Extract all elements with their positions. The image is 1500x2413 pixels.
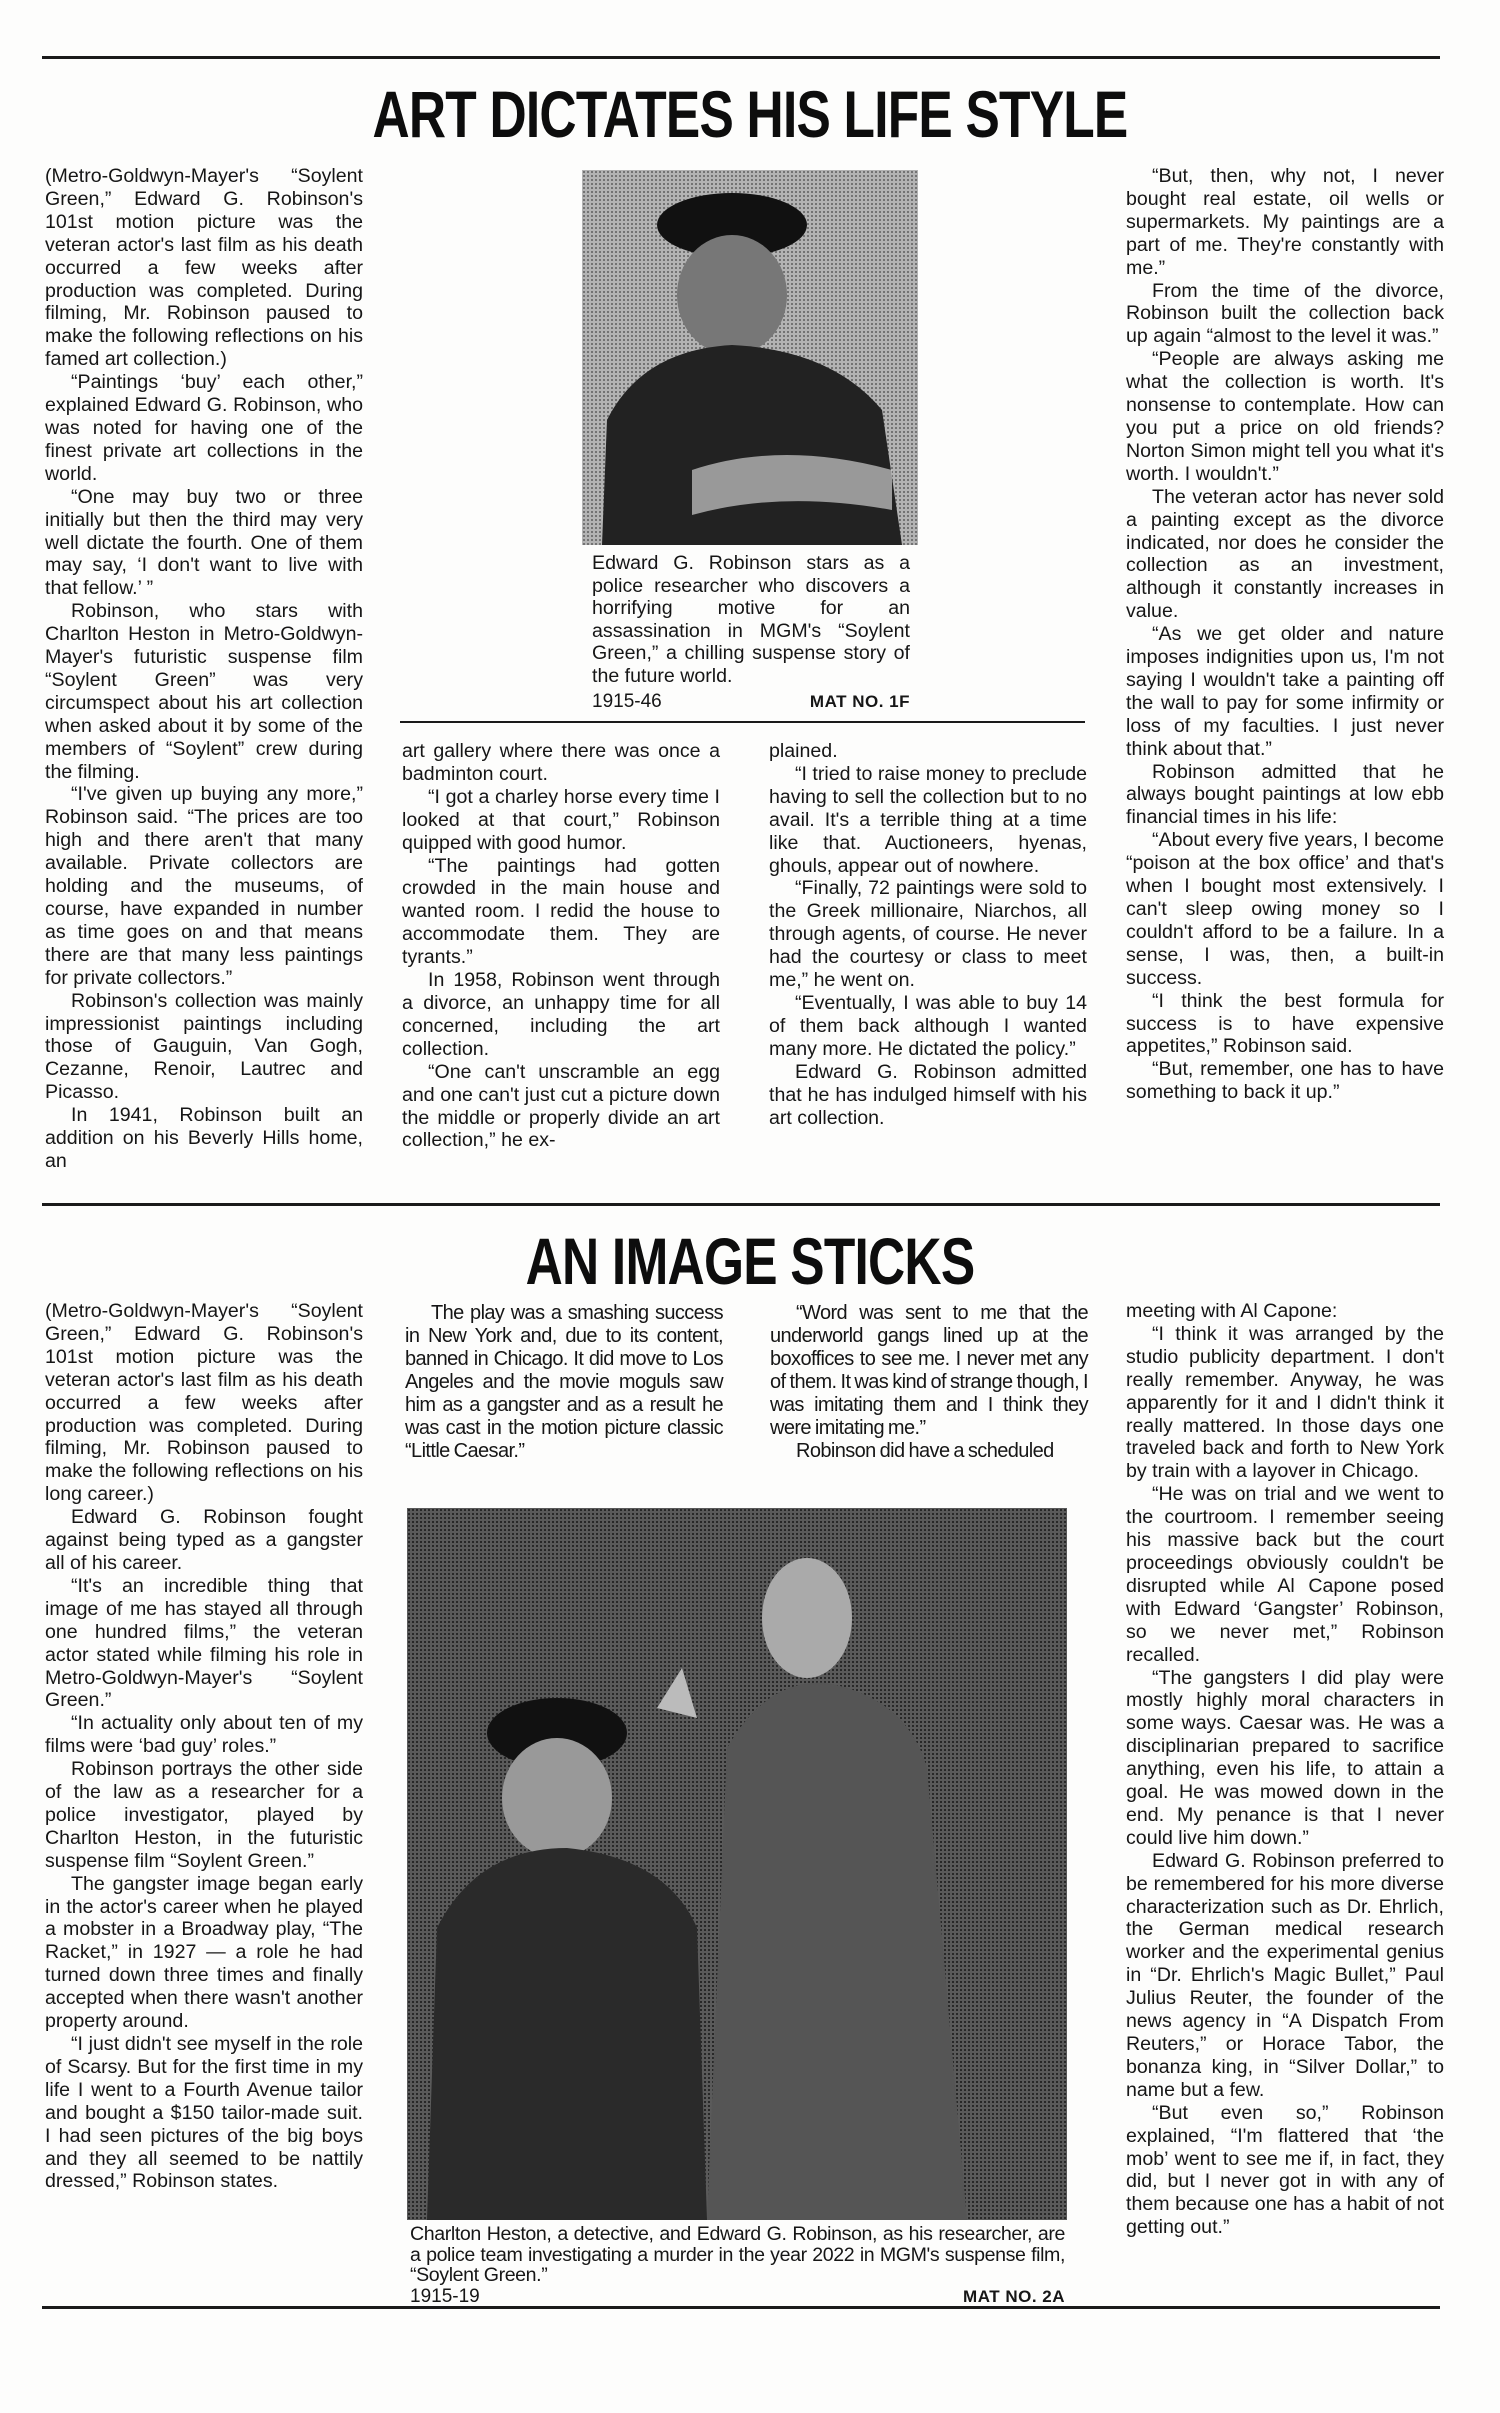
paragraph: The play was a smashing success in New York and, due to its content, banned in Chicago. It did move to Los Angeles and the movie moguls saw him as a gangster and as a result he was cast in the motion picture classic “Little Caesar.” bbox=[405, 1302, 723, 1462]
paragraph: “I tried to raise money to preclude having to sell the collection but to no avail. It's a terrible thing at a time like that. Auctioneers, hyenas, ghouls, appear out of nowhere. bbox=[769, 762, 1087, 877]
paragraph: (Metro-Goldwyn-Mayer's “Soylent Green,” Edward G. Robinson's 101st motion picture was the veteran actor's last film as his death occurred a few weeks after production was completed. During filming, Mr. Robinson paused to make the following reflections on his long career.) bbox=[45, 1300, 363, 1506]
paragraph: “But, then, why not, I never bought real estate, oil wells or supermarkets. My paintings are a part of me. They're constantly with me.” bbox=[1126, 165, 1444, 279]
article2-column-1 bbox=[45, 1300, 363, 2193]
paragraph: Robinson admitted that he always bought paintings at low ebb financial times in his life: bbox=[1126, 760, 1444, 829]
paragraph: In 1958, Robinson went through a divorce, an unhappy time for all concerned, including the art collection. bbox=[402, 969, 720, 1060]
article1-column-1 bbox=[45, 165, 363, 1173]
paragraph: “Paintings ‘buy’ each other,” explained Edward G. Robinson, who was noted for having one of the finest private art collections in the world. bbox=[45, 371, 363, 485]
article1-photo-footer bbox=[592, 691, 910, 713]
photo-code: 1915-46 bbox=[592, 691, 662, 712]
article1-column-2 bbox=[402, 740, 720, 1152]
paragraph: “In actuality only about ten of my films were ‘bad guy’ roles.” bbox=[45, 1712, 363, 1758]
paragraph: “It's an incredible thing that image of me has stayed all through one hundred films,” the veteran actor stated while filming his role in Metro-Goldwyn-Mayer's “Soylent Green.” bbox=[45, 1574, 363, 1712]
paragraph: “But even so,” Robinson explained, “I'm flattered that ‘the mob’ went to see me if, in fact, they did, but I never got in with any of them because one has a habit of not getting out.” bbox=[1126, 2101, 1444, 2239]
paragraph: art gallery where there was once a badminton court. bbox=[402, 740, 720, 785]
paragraph: “I've given up buying any more,” Robinson said. “The prices are too high and there aren't that many available. Private collectors are holding and the museums, of course, have expanded in number as time goes on and that means there are that many less paintings for private collectors.” bbox=[45, 783, 363, 989]
paragraph: “One can't unscramble an egg and one can't just cut a picture down the middle or properly divide an art collection,” he ex- bbox=[402, 1060, 720, 1152]
robinson-portrait-photo bbox=[582, 170, 918, 545]
article2-headline: AN IMAGE STICKS bbox=[525, 1224, 975, 1298]
paragraph: In 1941, Robinson built an addition on his Beverly Hills home, an bbox=[45, 1104, 363, 1172]
paragraph: Edward G. Robinson preferred to be remembered for his more diverse characterization such as Dr. Ehrlich, the German medical research worker and the experimental genius in “Dr. Ehrlich's Magic Bullet,” Paul Julius Reuter, the founder of the news agency in “A Dispatch From Reuters,” or Horace Tabor, the bonanza king, in “Silver Dollar,” to name but a few. bbox=[1126, 1849, 1444, 2101]
paragraph: “But, remember, one has to have something to back it up.” bbox=[1126, 1058, 1444, 1104]
scene-illustration bbox=[407, 1508, 1067, 2220]
article1-inner-rule bbox=[400, 721, 1085, 723]
article2-photo-caption: Charlton Heston, a detective, and Edward G. Robinson, as his researcher, are a police team investigating a murder in the year 2022 in MGM's suspense film, “Soylent Green.” bbox=[410, 2223, 1065, 2286]
paragraph: “I think the best formula for success is to have expensive appetites,” Robinson said. bbox=[1126, 989, 1444, 1058]
paragraph: “About every five years, I become “poison at the box office’ and that's when I bought most extensively. I can't sleep owing money so I couldn't afford to be a failure. In a sense, I was, then, a built-in success. bbox=[1126, 829, 1444, 989]
paragraph: “Finally, 72 paintings were sold to the Greek millionaire, Niarchos, all through agents, of course. He never had the courtesy or class to meet me,” he went on. bbox=[769, 877, 1087, 992]
paragraph: “He was on trial and we went to the courtroom. I remember seeing his massive back but the court proceedings obviously couldn't be disrupted while Al Capone posed with Edward ‘Gangster’ Robinson, so we never met,” Robinson recalled. bbox=[1126, 1483, 1444, 1666]
article1-photo-caption: Edward G. Robinson stars as a police researcher who discovers a horrifying motive for an assassination in MGM's “Soylent Green,” a chilling suspense story of the future world. bbox=[592, 552, 910, 687]
article1-column-4 bbox=[1126, 165, 1444, 1104]
portrait-illustration bbox=[582, 170, 918, 545]
article1-column-3 bbox=[769, 740, 1087, 1129]
paragraph: plained. bbox=[769, 740, 838, 762]
article2-photo-footer bbox=[410, 2287, 1065, 2307]
paragraph: “I think it was arranged by the studio publicity department. I don't really remember. Anyway, he was apparently for it and I didn't think it really mattered. In those days one traveled back and forth to New York by train with a layover in Chicago. bbox=[1126, 1322, 1444, 1483]
paragraph: The gangster image began early in the actor's career when he played a mobster in a Broadway play, “The Racket,” in 1927 — a role he had turned down three times and finally accepted when there wasn't another property around. bbox=[45, 1872, 363, 2033]
paragraph: Robinson, who stars with Charlton Heston in Metro-Goldwyn-Mayer's futuristic suspense film “Soylent Green” was very circumspect about his art collection when asked about it by some of the members of “Soylent” crew during the filming. bbox=[45, 600, 363, 783]
middle-rule bbox=[42, 1203, 1440, 1206]
paragraph: “I got a charley horse every time I looked at that court,” Robinson quipped with good humor. bbox=[402, 785, 720, 854]
paragraph: Robinson portrays the other side of the law as a researcher for a police investigator, played by Charlton Heston, in the futuristic suspense film “Soylent Green.” bbox=[45, 1758, 363, 1872]
paragraph: “I just didn't see myself in the role of Scarsy. But for the first time in my life I went to a Fourth Avenue tailor and bought a $150 tailor-made suit. I had seen pictures of the big boys and they all seemed to be nattily dressed,” Robinson states. bbox=[45, 2033, 363, 2193]
paragraph: “People are always asking me what the collection is worth. It's nonsense to contemplate. How can you put a price on old friends? Norton Simon might tell you what it's worth. I wouldn't.” bbox=[1126, 348, 1444, 485]
article1-headline: ART DICTATES HIS LIFE STYLE bbox=[372, 77, 1128, 151]
article2-column-3 bbox=[770, 1302, 1088, 1463]
paragraph: “One may buy two or three initially but then the third may very well dictate the fourth. One of them may say, ‘I don't want to live with that fellow.’ ” bbox=[45, 485, 363, 600]
photo-code: 1915-19 bbox=[410, 2285, 480, 2307]
paragraph: “The paintings had gotten crowded in the main house and wanted room. I redid the house to accommodate them. They are tyrants.” bbox=[402, 854, 720, 969]
paragraph: The veteran actor has never sold a painting except as the divorce indicated, nor does he consider the collection as an investment, although it constantly increases in value. bbox=[1126, 485, 1444, 623]
paragraph: Robinson did have a scheduled bbox=[796, 1440, 1054, 1462]
mat-number: MAT NO. 1F bbox=[809, 692, 910, 711]
article2-column-4 bbox=[1126, 1300, 1444, 2239]
paragraph: “Eventually, I was able to buy 14 of them back although I wanted many more. He dictated the policy.” bbox=[769, 991, 1087, 1060]
paragraph: “As we get older and nature imposes indignities upon us, I'm not saying I wouldn't take a painting off the wall to pay for some infirmity or loss of my faculties. I just never think about that.” bbox=[1126, 623, 1444, 760]
article2-column-2 bbox=[405, 1302, 723, 1463]
paragraph: “The gangsters I did play were mostly highly moral characters in some ways. Caesar was. He was a disciplinarian prepared to sacrifice anything, even his life, to attain a goal. He was mowed down in the end. My penance is that I never could live him down.” bbox=[1126, 1666, 1444, 1849]
heston-robinson-photo bbox=[407, 1508, 1067, 2220]
mat-number: MAT NO. 2A bbox=[963, 2286, 1065, 2306]
top-rule bbox=[42, 56, 1440, 59]
paragraph: Edward G. Robinson fought against being typed as a gangster all of his career. bbox=[45, 1506, 363, 1574]
paragraph: Edward G. Robinson admitted that he has indulged himself with his art collection. bbox=[769, 1060, 1087, 1129]
paragraph: From the time of the divorce, Robinson built the collection back up again “almost to the level it was.” bbox=[1126, 279, 1444, 348]
article1-caption-block bbox=[592, 552, 910, 713]
paragraph: meeting with Al Capone: bbox=[1126, 1300, 1338, 1322]
paragraph: (Metro-Goldwyn-Mayer's “Soylent Green,” Edward G. Robinson's 101st motion picture was the veteran actor's last film as his death occurred a few weeks after production was completed. During filming, Mr. Robinson paused to make the following reflections on his famed art collection.) bbox=[45, 165, 363, 371]
paragraph: “Word was sent to me that the underworld gangs lined up at the boxoffices to see me. I never met any of them. It was kind of strange though, I was imitating them and I think they were imitating me.” bbox=[770, 1302, 1088, 1439]
article2-caption-block bbox=[410, 2224, 1065, 2307]
paragraph: Robinson's collection was mainly impressionist paintings including those of Gauguin, Van Gogh, Cezanne, Renoir, Lautrec and Picasso. bbox=[45, 989, 363, 1104]
